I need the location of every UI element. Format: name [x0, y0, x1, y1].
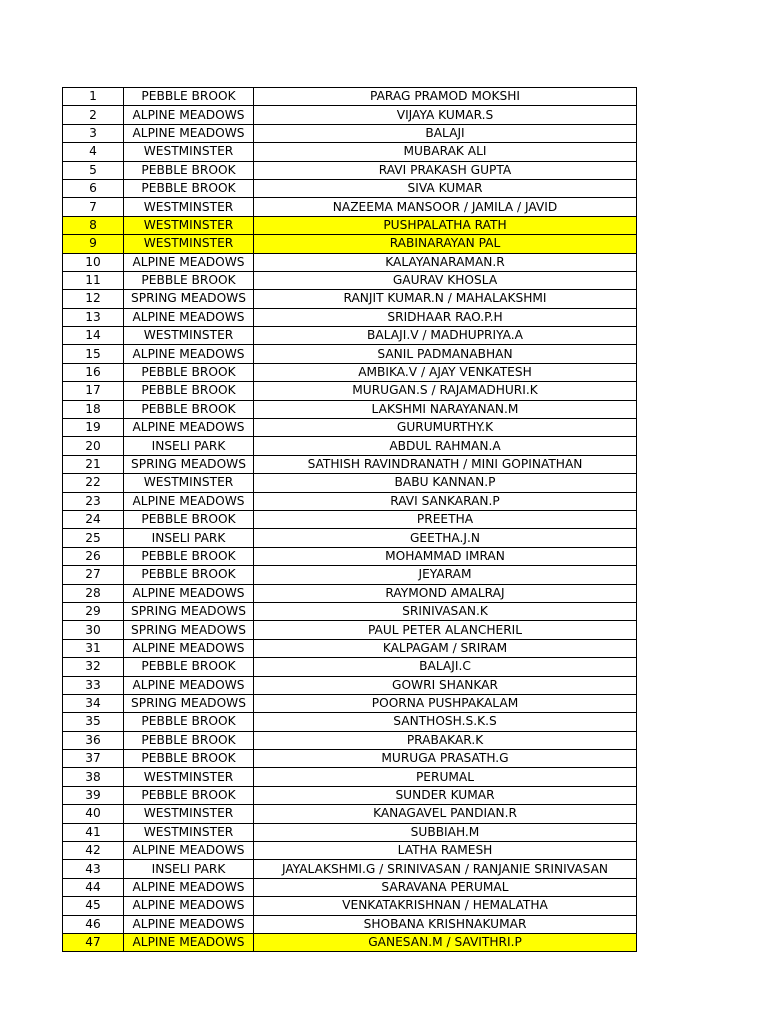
project-cell: ALPINE MEADOWS	[124, 106, 254, 124]
row-number-cell: 4	[63, 143, 124, 161]
row-number-cell: 35	[63, 713, 124, 731]
row-number-cell: 15	[63, 345, 124, 363]
member-name-cell: AMBIKA.V / AJAY VENKATESH	[254, 363, 637, 381]
project-cell: ALPINE MEADOWS	[124, 897, 254, 915]
member-name-cell: SUBBIAH.M	[254, 823, 637, 841]
table-row	[63, 768, 637, 786]
table-row	[63, 382, 637, 400]
member-name-cell: SANTHOSH.S.K.S	[254, 713, 637, 731]
row-number-cell: 34	[63, 694, 124, 712]
row-number-cell: 20	[63, 437, 124, 455]
row-number-cell: 22	[63, 474, 124, 492]
table-row	[63, 878, 637, 896]
member-name-cell: GAURAV KHOSLA	[254, 271, 637, 289]
member-name-cell: GEETHA.J.N	[254, 529, 637, 547]
row-number-cell: 10	[63, 253, 124, 271]
table-row	[63, 897, 637, 915]
member-name-cell: GOWRI SHANKAR	[254, 676, 637, 694]
project-cell: ALPINE MEADOWS	[124, 676, 254, 694]
project-cell: WESTMINSTER	[124, 143, 254, 161]
member-name-cell: BABU KANNAN.P	[254, 474, 637, 492]
table-row	[63, 290, 637, 308]
table-row	[63, 327, 637, 345]
project-cell: SPRING MEADOWS	[124, 455, 254, 473]
table-row	[63, 143, 637, 161]
table-row	[63, 216, 637, 234]
row-number-cell: 14	[63, 327, 124, 345]
member-name-cell: SANIL PADMANABHAN	[254, 345, 637, 363]
member-name-cell: SUNDER KUMAR	[254, 786, 637, 804]
project-cell: PEBBLE BROOK	[124, 731, 254, 749]
row-number-cell: 36	[63, 731, 124, 749]
row-number-cell: 27	[63, 566, 124, 584]
project-cell: PEBBLE BROOK	[124, 400, 254, 418]
row-number-cell: 44	[63, 878, 124, 896]
row-number-cell: 6	[63, 179, 124, 197]
project-cell: WESTMINSTER	[124, 823, 254, 841]
member-name-cell: PAUL PETER ALANCHERIL	[254, 621, 637, 639]
member-name-cell: KALAYANARAMAN.R	[254, 253, 637, 271]
row-number-cell: 32	[63, 658, 124, 676]
table-row	[63, 860, 637, 878]
table-row	[63, 400, 637, 418]
member-name-cell: SATHISH RAVINDRANATH / MINI GOPINATHAN	[254, 455, 637, 473]
table-row	[63, 584, 637, 602]
project-cell: PEBBLE BROOK	[124, 271, 254, 289]
member-name-cell: MURUGA PRASATH.G	[254, 750, 637, 768]
table-row	[63, 547, 637, 565]
table-row	[63, 419, 637, 437]
member-name-cell: KALPAGAM / SRIRAM	[254, 639, 637, 657]
project-cell: WESTMINSTER	[124, 327, 254, 345]
row-number-cell: 33	[63, 676, 124, 694]
project-cell: ALPINE MEADOWS	[124, 639, 254, 657]
member-name-cell: BALAJI.V / MADHUPRIYA.A	[254, 327, 637, 345]
row-number-cell: 31	[63, 639, 124, 657]
member-name-cell: SIVA KUMAR	[254, 179, 637, 197]
table-row	[63, 915, 637, 933]
project-cell: ALPINE MEADOWS	[124, 492, 254, 510]
row-number-cell: 26	[63, 547, 124, 565]
project-cell: ALPINE MEADOWS	[124, 878, 254, 896]
project-cell: PEBBLE BROOK	[124, 713, 254, 731]
project-cell: SPRING MEADOWS	[124, 290, 254, 308]
table-row	[63, 88, 637, 106]
project-cell: WESTMINSTER	[124, 198, 254, 216]
project-cell: SPRING MEADOWS	[124, 602, 254, 620]
member-name-cell: GURUMURTHY.K	[254, 419, 637, 437]
project-cell: WESTMINSTER	[124, 216, 254, 234]
row-number-cell: 39	[63, 786, 124, 804]
table-row	[63, 106, 637, 124]
table-row	[63, 602, 637, 620]
row-number-cell: 40	[63, 805, 124, 823]
project-cell: PEBBLE BROOK	[124, 510, 254, 528]
member-name-cell: MURUGAN.S / RAJAMADHURI.K	[254, 382, 637, 400]
row-number-cell: 25	[63, 529, 124, 547]
table-row	[63, 345, 637, 363]
member-name-cell: SRIDHAAR RAO.P.H	[254, 308, 637, 326]
table-row	[63, 750, 637, 768]
row-number-cell: 5	[63, 161, 124, 179]
member-name-cell: VENKATAKRISHNAN / HEMALATHA	[254, 897, 637, 915]
row-number-cell: 29	[63, 602, 124, 620]
row-number-cell: 42	[63, 842, 124, 860]
member-name-cell: SRINIVASAN.K	[254, 602, 637, 620]
row-number-cell: 8	[63, 216, 124, 234]
project-cell: ALPINE MEADOWS	[124, 419, 254, 437]
table-row	[63, 124, 637, 142]
project-cell: PEBBLE BROOK	[124, 786, 254, 804]
project-cell: INSELI PARK	[124, 437, 254, 455]
table-row	[63, 253, 637, 271]
member-name-cell: MOHAMMAD IMRAN	[254, 547, 637, 565]
table-row	[63, 823, 637, 841]
row-number-cell: 18	[63, 400, 124, 418]
project-cell: SPRING MEADOWS	[124, 694, 254, 712]
table-row	[63, 933, 637, 951]
project-cell: WESTMINSTER	[124, 768, 254, 786]
project-cell: PEBBLE BROOK	[124, 363, 254, 381]
project-cell: ALPINE MEADOWS	[124, 308, 254, 326]
member-name-cell: JEYARAM	[254, 566, 637, 584]
table-row	[63, 694, 637, 712]
table-row	[63, 658, 637, 676]
project-cell: PEBBLE BROOK	[124, 547, 254, 565]
project-cell: PEBBLE BROOK	[124, 566, 254, 584]
member-name-cell: LAKSHMI NARAYANAN.M	[254, 400, 637, 418]
table-row	[63, 363, 637, 381]
row-number-cell: 47	[63, 933, 124, 951]
table-row	[63, 786, 637, 804]
project-cell: INSELI PARK	[124, 529, 254, 547]
project-cell: SPRING MEADOWS	[124, 621, 254, 639]
project-cell: PEBBLE BROOK	[124, 179, 254, 197]
row-number-cell: 13	[63, 308, 124, 326]
member-name-cell: MUBARAK ALI	[254, 143, 637, 161]
member-name-cell: LATHA RAMESH	[254, 842, 637, 860]
project-cell: ALPINE MEADOWS	[124, 124, 254, 142]
project-cell: PEBBLE BROOK	[124, 88, 254, 106]
table-row	[63, 805, 637, 823]
member-name-cell: VIJAYA KUMAR.S	[254, 106, 637, 124]
table-row	[63, 474, 637, 492]
member-table-body	[63, 88, 637, 952]
project-cell: ALPINE MEADOWS	[124, 584, 254, 602]
member-name-cell: POORNA PUSHPAKALAM	[254, 694, 637, 712]
project-cell: ALPINE MEADOWS	[124, 253, 254, 271]
row-number-cell: 3	[63, 124, 124, 142]
member-name-cell: RABINARAYAN PAL	[254, 235, 637, 253]
member-name-cell: PARAG PRAMOD MOKSHI	[254, 88, 637, 106]
row-number-cell: 38	[63, 768, 124, 786]
project-cell: ALPINE MEADOWS	[124, 842, 254, 860]
table-row	[63, 492, 637, 510]
row-number-cell: 7	[63, 198, 124, 216]
table-row	[63, 639, 637, 657]
row-number-cell: 28	[63, 584, 124, 602]
member-name-cell: RANJIT KUMAR.N / MAHALAKSHMI	[254, 290, 637, 308]
row-number-cell: 37	[63, 750, 124, 768]
project-cell: WESTMINSTER	[124, 474, 254, 492]
member-name-cell: NAZEEMA MANSOOR / JAMILA / JAVID	[254, 198, 637, 216]
member-name-cell: KANAGAVEL PANDIAN.R	[254, 805, 637, 823]
project-cell: PEBBLE BROOK	[124, 382, 254, 400]
row-number-cell: 41	[63, 823, 124, 841]
member-name-cell: RAVI SANKARAN.P	[254, 492, 637, 510]
row-number-cell: 24	[63, 510, 124, 528]
member-name-cell: RAVI PRAKASH GUPTA	[254, 161, 637, 179]
row-number-cell: 46	[63, 915, 124, 933]
project-cell: PEBBLE BROOK	[124, 161, 254, 179]
table-row	[63, 842, 637, 860]
member-table	[62, 87, 637, 952]
table-row	[63, 529, 637, 547]
table-row	[63, 566, 637, 584]
member-name-cell: GANESAN.M / SAVITHRI.P	[254, 933, 637, 951]
member-name-cell: RAYMOND AMALRAJ	[254, 584, 637, 602]
row-number-cell: 16	[63, 363, 124, 381]
row-number-cell: 21	[63, 455, 124, 473]
member-name-cell: ABDUL RAHMAN.A	[254, 437, 637, 455]
table-row	[63, 731, 637, 749]
member-name-cell: PRABAKAR.K	[254, 731, 637, 749]
table-row	[63, 271, 637, 289]
table-row	[63, 621, 637, 639]
project-cell: INSELI PARK	[124, 860, 254, 878]
row-number-cell: 12	[63, 290, 124, 308]
row-number-cell: 19	[63, 419, 124, 437]
member-name-cell: BALAJI	[254, 124, 637, 142]
table-row	[63, 455, 637, 473]
table-row	[63, 676, 637, 694]
row-number-cell: 23	[63, 492, 124, 510]
member-name-cell: PUSHPALATHA RATH	[254, 216, 637, 234]
table-row	[63, 437, 637, 455]
project-cell: PEBBLE BROOK	[124, 750, 254, 768]
row-number-cell: 17	[63, 382, 124, 400]
table-row	[63, 510, 637, 528]
row-number-cell: 9	[63, 235, 124, 253]
row-number-cell: 45	[63, 897, 124, 915]
project-cell: ALPINE MEADOWS	[124, 345, 254, 363]
member-name-cell: SHOBANA KRISHNAKUMAR	[254, 915, 637, 933]
table-row	[63, 713, 637, 731]
member-name-cell: PREETHA	[254, 510, 637, 528]
member-name-cell: SARAVANA PERUMAL	[254, 878, 637, 896]
project-cell: WESTMINSTER	[124, 235, 254, 253]
row-number-cell: 2	[63, 106, 124, 124]
project-cell: ALPINE MEADOWS	[124, 915, 254, 933]
table-row	[63, 235, 637, 253]
row-number-cell: 1	[63, 88, 124, 106]
row-number-cell: 43	[63, 860, 124, 878]
member-name-cell: BALAJI.C	[254, 658, 637, 676]
row-number-cell: 30	[63, 621, 124, 639]
member-name-cell: PERUMAL	[254, 768, 637, 786]
member-name-cell: JAYALAKSHMI.G / SRINIVASAN / RANJANIE SRINIVASAN	[254, 860, 637, 878]
table-row	[63, 179, 637, 197]
table-row	[63, 308, 637, 326]
project-cell: WESTMINSTER	[124, 805, 254, 823]
project-cell: ALPINE MEADOWS	[124, 933, 254, 951]
table-row	[63, 161, 637, 179]
project-cell: PEBBLE BROOK	[124, 658, 254, 676]
row-number-cell: 11	[63, 271, 124, 289]
table-row	[63, 198, 637, 216]
